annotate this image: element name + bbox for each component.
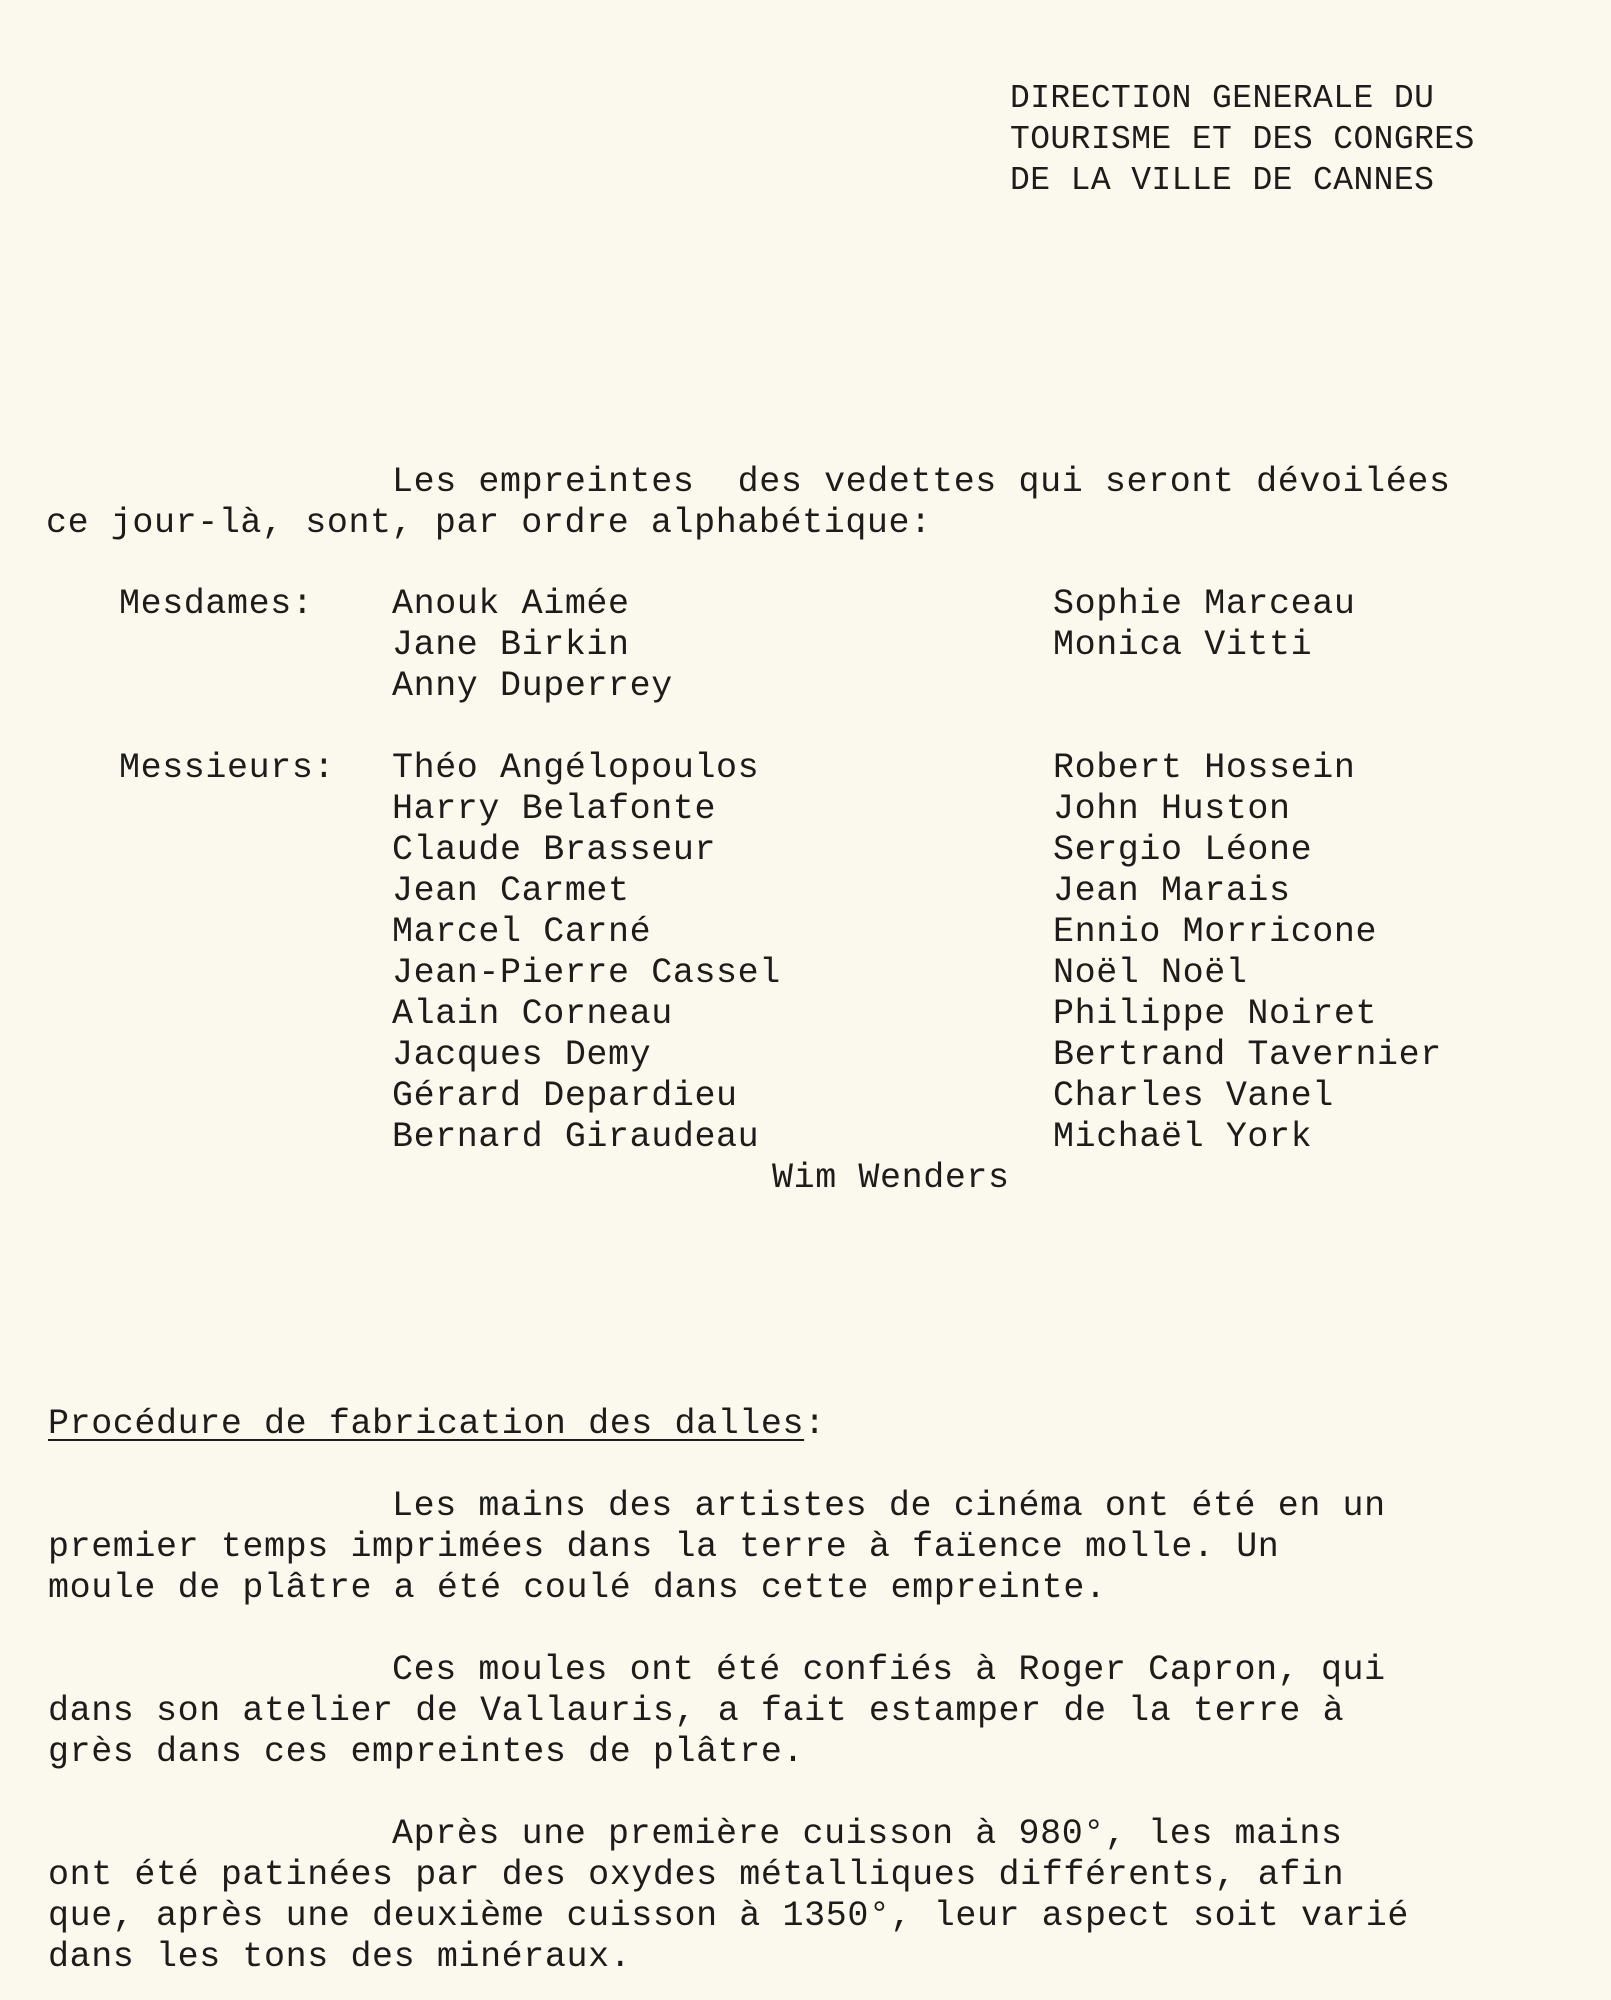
name-item: Anny Duperrey <box>392 666 673 706</box>
paragraph-2-line: grès dans ces empreintes de plâtre. <box>48 1732 805 1772</box>
name-item: Ennio Morricone <box>1053 912 1378 952</box>
letterhead-line: DE LA VILLE DE CANNES <box>1010 162 1435 199</box>
messieurs-label: Messieurs: <box>119 748 336 788</box>
paragraph-3-line: ont été patinées par des oxydes métalliques différents, afin <box>48 1855 1345 1895</box>
paragraph-3-line: que, après une deuxième cuisson à 1350°, leur aspect soit varié <box>48 1896 1410 1936</box>
paragraph-1-line: moule de plâtre a été coulé dans cette empreinte. <box>48 1568 1107 1608</box>
name-item: Jean Carmet <box>392 871 630 911</box>
name-item: Bernard Giraudeau <box>392 1117 760 1157</box>
name-item: Théo Angélopoulos <box>392 748 760 788</box>
mesdames-column-2 <box>1053 584 1355 666</box>
name-item: Charles Vanel <box>1053 1076 1334 1116</box>
paragraph-3-line: dans les tons des minéraux. <box>48 1937 632 1977</box>
letterhead-line: DIRECTION GENERALE DU <box>1010 80 1435 117</box>
name-item: Claude Brasseur <box>392 830 717 870</box>
name-item-centered: Wim Wenders <box>772 1158 1010 1198</box>
section-heading <box>48 1404 826 1444</box>
paragraph-3-line: Après une première cuisson à 980°, les mains <box>392 1814 1343 1854</box>
letterhead <box>1010 78 1475 201</box>
name-item: Sophie Marceau <box>1053 584 1356 624</box>
name-item: Michaël York <box>1053 1117 1313 1157</box>
name-item: Gérard Depardieu <box>392 1076 738 1116</box>
name-item: John Huston <box>1053 789 1291 829</box>
name-item: Marcel Carné <box>392 912 652 952</box>
paragraph-1-line: Les mains des artistes de cinéma ont été en un <box>392 1486 1386 1526</box>
messieurs-column-2 <box>1053 748 1442 1158</box>
mesdames-label: Mesdames: <box>119 584 314 624</box>
mesdames-column-1 <box>392 584 673 707</box>
paragraph-2-line: dans son atelier de Vallauris, a fait estamper de la terre à <box>48 1691 1345 1731</box>
name-item: Jean Marais <box>1053 871 1291 911</box>
intro-line-1: Les empreintes des vedettes qui seront dévoilées <box>392 462 1451 502</box>
letterhead-line: TOURISME ET DES CONGRES <box>1010 121 1475 158</box>
intro-line-2: ce jour-là, sont, par ordre alphabétique: <box>46 503 932 543</box>
name-item: Bertrand Tavernier <box>1053 1035 1442 1075</box>
name-item: Harry Belafonte <box>392 789 717 829</box>
messieurs-column-1 <box>392 748 781 1158</box>
name-item: Philippe Noiret <box>1053 994 1378 1034</box>
name-item: Jane Birkin <box>392 625 630 665</box>
name-item: Alain Corneau <box>392 994 673 1034</box>
section-heading-text: Procédure de fabrication des dalles <box>48 1404 805 1444</box>
name-item: Anouk Aimée <box>392 584 630 624</box>
name-item: Jacques Demy <box>392 1035 652 1075</box>
name-item: Noël Noël <box>1053 953 1248 993</box>
section-heading-colon: : <box>804 1404 826 1444</box>
name-item: Robert Hossein <box>1053 748 1356 788</box>
paragraph-2-line: Ces moules ont été confiés à Roger Capron, qui <box>392 1650 1386 1690</box>
name-item: Jean-Pierre Cassel <box>392 953 781 993</box>
paragraph-1-line: premier temps imprimées dans la terre à faïence molle. Un <box>48 1527 1280 1567</box>
name-item: Sergio Léone <box>1053 830 1313 870</box>
name-item: Monica Vitti <box>1053 625 1313 665</box>
